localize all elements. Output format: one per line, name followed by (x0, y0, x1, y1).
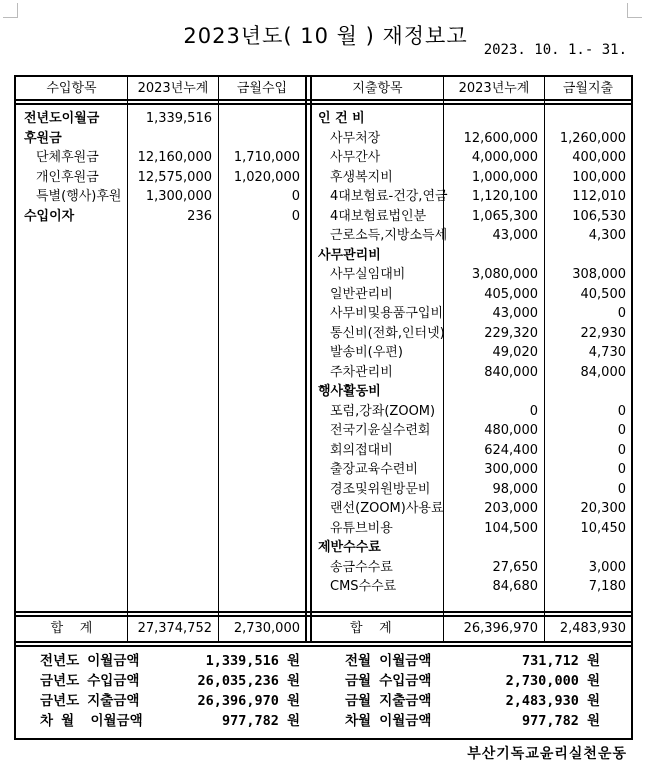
income-row-total: 12,575,000 (137, 169, 212, 185)
summary-right-label: 차월 이월금액 (345, 713, 432, 729)
income-row-total: 236 (187, 208, 212, 224)
expense-row-total: 203,000 (484, 501, 538, 516)
income-row-month: 0 (291, 189, 300, 204)
expense-row-month: 4,730 (588, 345, 626, 360)
income-item-header: 수입항목 (46, 81, 97, 96)
expense-row-label: 발송비(우편) (330, 345, 403, 360)
summary-left-label: 금년도 지출금액 (40, 693, 140, 709)
report-title: 2023년도( 10 월 ) 재정보고 (183, 24, 468, 48)
expense-row-label: 포럼,강좌(ZOOM) (330, 403, 436, 419)
expense-row-month: 10,450 (580, 520, 626, 536)
expense-row-total: 43,000 (492, 306, 538, 321)
expense-row-total: 624,400 (484, 442, 538, 458)
expense-row-month: 4,300 (588, 228, 626, 243)
expense-row-month: 106,530 (572, 208, 626, 224)
expense-row-total: 49,020 (492, 345, 538, 360)
expense-row-total: 1,000,000 (471, 169, 538, 185)
income-row-total: 1,300,000 (145, 189, 212, 204)
expense-row-total: 1,065,300 (471, 208, 538, 224)
expense-row-total: 104,500 (484, 520, 538, 536)
summary-right-value: 2,730,000 원 (505, 673, 600, 689)
income-row-label: 전년도이월금 (24, 111, 100, 126)
expense-row-label: 후생복지비 (330, 169, 393, 185)
expense-row-total: 3,080,000 (471, 267, 538, 282)
expense-row-label: 사무처장 (330, 130, 381, 146)
expense-total-label: 합 계 (350, 621, 392, 636)
expense-row-total: 98,000 (492, 481, 538, 497)
income-total-header: 2023년누계 (137, 81, 209, 96)
expense-row-label: 경조및위원방문비 (330, 481, 431, 497)
summary-right-label: 금월 수입금액 (345, 673, 432, 689)
summary-left-label: 금년도 수입금액 (40, 673, 140, 689)
expense-row-month: 0 (617, 423, 626, 438)
expense-row-total: 840,000 (484, 364, 538, 380)
expense-row-total: 84,680 (492, 579, 538, 594)
expense-row-month: 7,180 (588, 579, 626, 594)
total-topline-2 (14, 615, 633, 617)
summary-right-label: 금월 지출금액 (345, 693, 432, 709)
summary-right-value: 731,712 원 (521, 653, 600, 669)
col-line-divider (305, 75, 307, 641)
expense-row-label: 유튜브비용 (330, 520, 393, 536)
summary-left-label: 전년도 이월금액 (40, 653, 140, 669)
summary-left-value: 26,035,236 원 (197, 673, 300, 689)
expense-item-header: 지출항목 (352, 81, 403, 96)
expense-row-total: 43,000 (492, 228, 538, 243)
summary-right-value: 977,782 원 (521, 713, 600, 729)
summary-right-label: 전월 이월금액 (345, 653, 432, 669)
page-corner-mark-right (627, 3, 642, 18)
summary-left-value: 1,339,516 원 (205, 653, 300, 669)
expense-row-label: 4대보험료-건강,연금 (330, 189, 448, 204)
expense-row-label: 인 건 비 (318, 111, 365, 126)
expense-row-label: 제반수수료 (318, 540, 381, 555)
income-row-total: 12,160,000 (137, 150, 212, 165)
expense-row-label: 사무실임대비 (330, 267, 406, 282)
expense-row-month: 0 (617, 462, 626, 477)
expense-row-month: 20,300 (580, 501, 626, 516)
expense-row-month: 0 (617, 306, 626, 321)
expense-row-month: 0 (617, 442, 626, 458)
income-row-month: 1,020,000 (233, 169, 300, 185)
expense-row-total: 4,000,000 (471, 150, 538, 165)
income-row-label: 개인후원금 (36, 169, 99, 185)
expense-row-month: 1,260,000 (559, 130, 626, 146)
expense-month-sum: 2,483,930 (559, 621, 626, 636)
income-row-total: 1,339,516 (145, 111, 212, 126)
expense-row-label: 일반관리비 (330, 286, 393, 302)
expense-row-total: 480,000 (484, 423, 538, 438)
expense-row-total: 229,320 (484, 325, 538, 341)
income-total-label: 합 계 (50, 621, 93, 636)
expense-row-label: 출장교육수련비 (330, 462, 418, 477)
expense-row-total: 300,000 (484, 462, 538, 477)
expense-row-label: 근로소득,지방소득세 (330, 228, 448, 243)
expense-row-label: 송금수수료 (330, 559, 393, 575)
expense-row-month: 0 (617, 481, 626, 497)
total-bottomline (14, 641, 633, 643)
expense-row-label: 주차관리비 (330, 364, 393, 380)
expense-row-label: 사무관리비 (318, 247, 381, 263)
income-month-sum: 2,730,000 (233, 621, 300, 636)
expense-row-total: 405,000 (484, 286, 538, 302)
total-topline (14, 611, 633, 613)
expense-row-label: 4대보험료법인분 (330, 208, 427, 224)
expense-month-header: 금월지출 (562, 81, 614, 96)
expense-row-month: 84,000 (580, 364, 626, 380)
expense-row-total: 27,650 (492, 559, 538, 575)
expense-row-month: 22,930 (580, 325, 626, 341)
expense-row-label: 전국기윤실수련회 (330, 423, 431, 438)
expense-total-header: 2023년누계 (458, 81, 530, 96)
income-row-label: 후원금 (24, 130, 62, 146)
income-row-label: 단체후원금 (36, 150, 99, 165)
report-period: 2023. 10. 1.- 31. (483, 42, 627, 58)
expense-row-label: CMS수수료 (330, 579, 397, 594)
income-total-sum: 27,374,752 (137, 621, 212, 636)
income-row-label: 특별(행사)후원 (36, 189, 122, 204)
expense-row-month: 3,000 (588, 559, 626, 575)
expense-row-total: 1,120,100 (471, 189, 538, 204)
summary-left-label: 차 월 이월금액 (40, 713, 143, 729)
expense-row-total: 0 (529, 403, 538, 419)
expense-total-sum: 26,396,970 (463, 621, 538, 636)
expense-row-label: 랜선(ZOOM)사용료 (330, 501, 444, 516)
expense-row-label: 사무간사 (330, 150, 381, 165)
header-underline-2 (14, 103, 633, 105)
expense-row-month: 400,000 (572, 150, 626, 165)
col-line-divider-2 (310, 75, 312, 641)
expense-row-month: 40,500 (580, 286, 626, 302)
summary-left-value: 977,782 원 (221, 713, 300, 729)
income-row-label: 수입이자 (24, 208, 75, 224)
expense-row-month: 0 (617, 403, 626, 419)
summary-left-value: 26,396,970 원 (197, 693, 300, 709)
income-month-header: 금월수입 (236, 81, 288, 96)
expense-row-total: 12,600,000 (463, 130, 538, 146)
page-corner-mark-left (3, 3, 18, 18)
expense-row-label: 통신비(전화,인터넷) (330, 325, 445, 341)
total-bottomline-2 (14, 645, 633, 647)
summary-right-value: 2,483,930 원 (505, 693, 600, 709)
expense-row-month: 100,000 (572, 169, 626, 185)
income-row-month: 0 (291, 208, 300, 224)
income-row-month: 1,710,000 (233, 150, 300, 165)
expense-row-month: 112,010 (572, 189, 626, 204)
header-underline (14, 99, 633, 101)
organization-name: 부산기독교윤리실천운동 (467, 746, 627, 762)
expense-row-label: 사무비및용품구입비 (330, 306, 444, 321)
expense-row-month: 308,000 (572, 267, 626, 282)
expense-row-label: 회의접대비 (330, 442, 393, 458)
expense-row-label: 행사활동비 (318, 384, 381, 399)
